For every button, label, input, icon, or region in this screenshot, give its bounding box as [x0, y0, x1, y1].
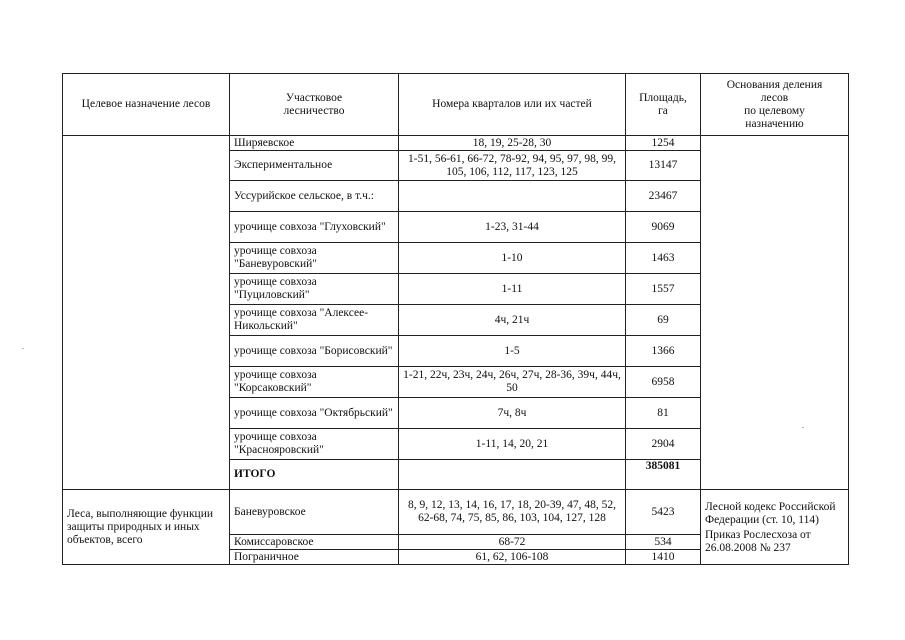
quarters-cell: 1-51, 56-61, 66-72, 78-92, 94, 95, 97, 98, 99, 105, 106, 112, 117, 123, 125	[399, 151, 626, 181]
district-cell: Пограничное	[230, 550, 399, 565]
district-cell: Экспериментальное	[230, 151, 399, 181]
quarters-cell: 68-72	[399, 535, 626, 550]
area-cell: 23467	[626, 181, 701, 212]
total-area: 385081	[626, 460, 701, 490]
area-cell: 6958	[626, 367, 701, 398]
area-cell: 1254	[626, 136, 701, 151]
quarters-cell: 1-21, 22ч, 23ч, 24ч, 26ч, 27ч, 28-36, 39ч, 44ч, 50	[399, 367, 626, 398]
forest-purpose-table	[62, 73, 849, 565]
quarters-cell: 18, 19, 25-28, 30	[399, 136, 626, 151]
basis-cell-empty	[701, 136, 849, 490]
header-quarters: Номера кварталов или их частей	[399, 74, 626, 136]
quarters-cell: 1-10	[399, 243, 626, 274]
district-cell: урочище совхоза "Пуциловский"	[230, 274, 399, 305]
district-cell: урочище совхоза "Краснояровский"	[230, 429, 399, 460]
quarters-cell: 4ч, 21ч	[399, 305, 626, 336]
quarters-cell: 61, 62, 106-108	[399, 550, 626, 565]
quarters-cell: 7ч, 8ч	[399, 398, 626, 429]
district-cell: Баневуровское	[230, 490, 399, 535]
district-cell: урочище совхоза "Алексее-Никольский"	[230, 305, 399, 336]
district-cell: Ширяевское	[230, 136, 399, 151]
header-district: Участковое лесничество	[230, 74, 399, 136]
table-row	[63, 136, 849, 151]
protection-row	[63, 490, 849, 535]
area-cell: 1463	[626, 243, 701, 274]
quarters-cell: 1-11	[399, 274, 626, 305]
area-cell: 1366	[626, 336, 701, 367]
header-basis: Основания деления лесов по целевому назначению	[701, 74, 849, 136]
header-row	[63, 74, 849, 136]
area-cell: 2904	[626, 429, 701, 460]
basis-law: Лесной кодекс Российской Федерации (ст. 10, 114)	[705, 500, 836, 526]
basis-order: Приказ Рослесхоза от 26.08.2008 № 237	[705, 528, 811, 554]
area-cell: 1410	[626, 550, 701, 565]
quarters-cell: 8, 9, 12, 13, 14, 16, 17, 18, 20-39, 47, 48, 52, 62-68, 74, 75, 85, 86, 103, 104, 127, 128	[399, 490, 626, 535]
district-cell: урочище совхоза "Глуховский"	[230, 212, 399, 243]
district-cell: урочище совхоза "Корсаковский"	[230, 367, 399, 398]
protection-purpose: Леса, выполняющие функции защиты природных и иных объектов, всего	[63, 490, 230, 565]
area-cell: 9069	[626, 212, 701, 243]
area-cell: 13147	[626, 151, 701, 181]
header-area: Площадь, га	[626, 74, 701, 136]
area-cell: 69	[626, 305, 701, 336]
quarters-cell: 1-23, 31-44	[399, 212, 626, 243]
quarters-cell: 1-5	[399, 336, 626, 367]
area-cell: 81	[626, 398, 701, 429]
district-cell: Уссурийское сельское, в т.ч.:	[230, 181, 399, 212]
area-cell: 5423	[626, 490, 701, 535]
protection-basis	[701, 490, 849, 565]
quarters-cell: 1-11, 14, 20, 21	[399, 429, 626, 460]
district-cell: Комиссаровское	[230, 535, 399, 550]
scan-speck	[22, 348, 24, 349]
area-cell: 1557	[626, 274, 701, 305]
scan-speck	[802, 427, 804, 428]
district-cell: урочище совхоза "Борисовский"	[230, 336, 399, 367]
quarters-cell	[399, 181, 626, 212]
district-cell: урочище совхоза "Баневуровский"	[230, 243, 399, 274]
district-cell: урочище совхоза "Октябрьский"	[230, 398, 399, 429]
purpose-cell-empty	[63, 136, 230, 490]
total-quarters-empty	[399, 460, 626, 490]
area-cell: 534	[626, 535, 701, 550]
total-label: ИТОГО	[230, 460, 399, 490]
header-purpose: Целевое назначение лесов	[63, 74, 230, 136]
